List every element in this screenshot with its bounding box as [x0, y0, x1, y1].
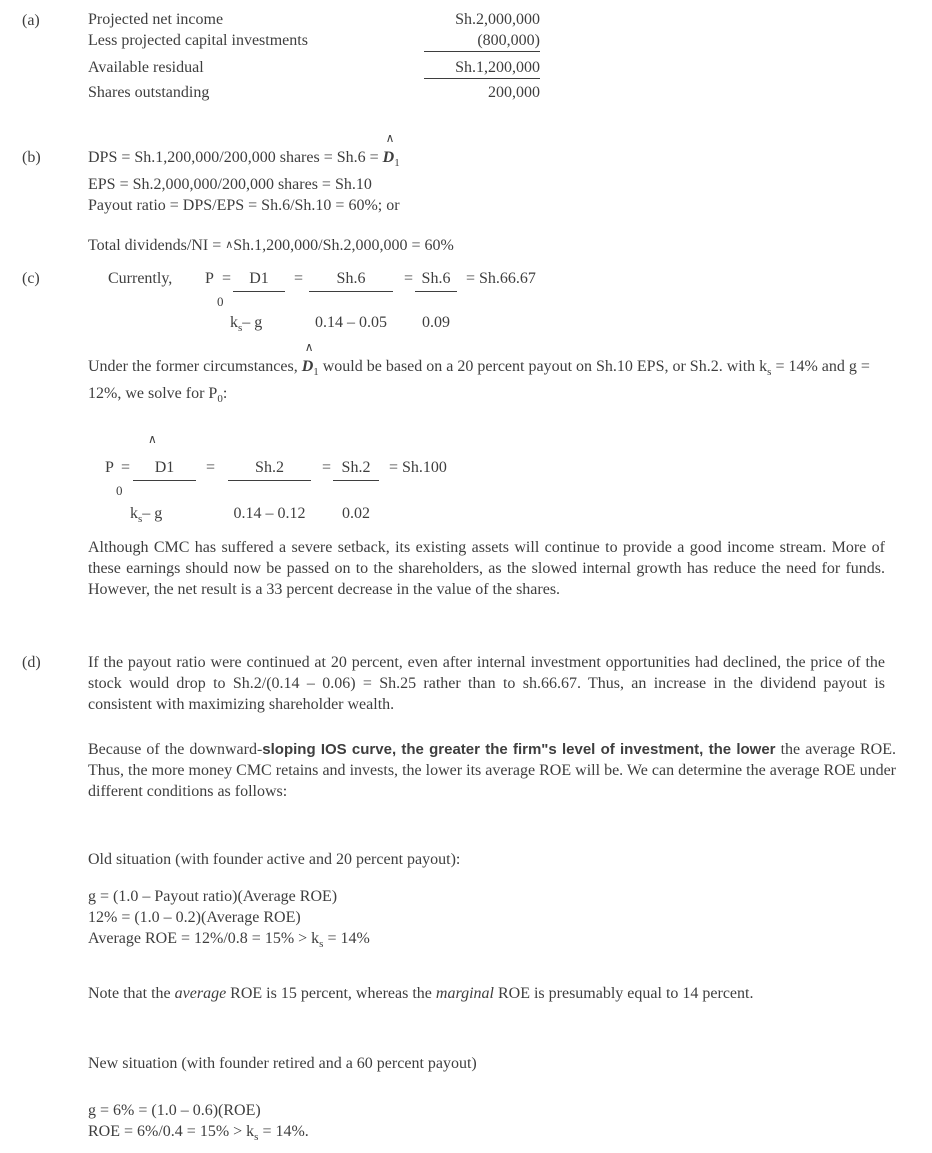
table-row — [88, 30, 540, 52]
average-italic: average — [174, 985, 227, 1002]
total-dividends-calc: Sh.1,200,000/Sh.2,000,000 = 60% — [233, 237, 454, 255]
p-subscript: 0 — [116, 483, 123, 498]
denominator-014-minus-005: 0.14 – 0.05 — [315, 314, 387, 331]
section-b-content — [88, 131, 728, 256]
row-item-label: Available residual — [88, 59, 204, 76]
eps-line: EPS = Sh.2,000,000/200,000 shares = Sh.10 — [88, 176, 372, 194]
k-symbol: k — [130, 505, 138, 522]
currently-text: Currently, — [108, 270, 173, 287]
section-b-label: (b) — [22, 149, 41, 166]
denominator-002: 0.02 — [342, 505, 370, 522]
roe-equation-new — [88, 1121, 688, 1148]
k-subscript: s — [254, 1131, 259, 1144]
equation-text: ROE = 6%/0.4 = 15% > k — [88, 1123, 255, 1140]
paragraph-text: ROE is presumably equal to 14 percent. — [493, 985, 754, 1002]
caret-icon: ∧ — [225, 239, 234, 252]
row-amount: Sh.2,000,000 — [455, 11, 540, 28]
p-symbol: P — [105, 459, 114, 476]
paragraph-text: the average ROE. Thus, the more money CMC retains and invests, the lower its average ROE will be. We can determine the average ROE under different conditions as follows: — [88, 741, 897, 800]
note-paragraph — [88, 983, 870, 1004]
d-subscript: 1 — [394, 157, 400, 170]
d-symbol: D — [382, 149, 395, 166]
table-row — [88, 9, 540, 30]
payout-continued-paragraph: If the payout ratio were continued at 20 percent, even after internal investment opportunities had declined, the price of the stock would drop to Sh.2/(0.14 – 0.06) = Sh.25 rather than to sh.66.67. Thus, an increase in the dividend payout is consistent with maximizing shareholder wealth. — [88, 654, 885, 713]
new-situation-equations — [88, 1100, 688, 1148]
price-formula-former — [88, 430, 688, 530]
section-c-label: (c) — [22, 270, 40, 287]
growth-equation: g = (1.0 – Payout ratio)(Average ROE) — [88, 888, 338, 905]
numerator-sh2-2: Sh.2 — [333, 457, 379, 481]
equals-sign: = — [322, 459, 332, 476]
table-row — [88, 82, 540, 103]
total-dividends-line — [88, 235, 728, 256]
equals-sign: = — [404, 270, 414, 287]
marginal-italic: marginal — [435, 985, 494, 1002]
paragraph-text: Note that the — [88, 985, 175, 1002]
ios-curve-paragraph — [88, 739, 896, 802]
paragraph-text: Because of the downward- — [88, 741, 263, 758]
total-dividends-text: Total dividends/NI = — [88, 237, 226, 255]
k-subscript: s — [767, 366, 772, 379]
price-formula-current — [88, 262, 688, 348]
d1-hat-variable — [382, 131, 400, 174]
p-subscript: 0 — [217, 393, 223, 406]
cmc-setback-paragraph: Although CMC has suffered a severe setback, its existing assets will continue to provide a good income stream. More of these earnings should now be passed on to the shareholders, as the slowed internal growth has reduce the need for funds. However, the net result is a 33 percent decrease in the value of the shares. — [88, 539, 885, 598]
p-subscript: 0 — [217, 294, 224, 309]
equals-sign: = — [206, 459, 216, 476]
minus-g-text: – g — [242, 314, 263, 331]
numerator-d1: D1 — [133, 457, 196, 481]
paragraph-text: ROE is 15 percent, whereas the — [226, 985, 436, 1002]
equals-sign: = — [121, 459, 131, 476]
paragraph-text: Under the former circumstances, — [88, 358, 302, 375]
equals-sign: = — [294, 270, 304, 287]
table-row — [88, 57, 540, 79]
section-a-label: (a) — [22, 12, 40, 29]
average-roe-equation — [88, 928, 688, 955]
denominator-014-minus-012: 0.14 – 0.12 — [233, 505, 306, 522]
p-symbol: P — [205, 270, 214, 287]
paragraph-text: : — [222, 385, 228, 403]
hat-icon: ∧ — [304, 340, 314, 354]
growth-equation-values: 12% = (1.0 – 0.2)(Average ROE) — [88, 909, 301, 926]
denominator-009: 0.09 — [422, 314, 450, 331]
d1-hat-variable — [301, 340, 319, 383]
paragraph-text: would be based on a 20 percent payout on Sh.10 EPS, or Sh.2. with k — [318, 358, 768, 375]
k-subscript: s — [238, 322, 243, 335]
denominator-ks-minus-g — [130, 503, 162, 530]
denominator-ks-minus-g — [230, 312, 262, 339]
old-situation-heading: Old situation (with founder active and 20 percent payout): — [88, 851, 461, 868]
hat-icon: ∧ — [385, 131, 395, 145]
row-item-label: Projected net income — [88, 11, 224, 28]
dps-line — [88, 131, 728, 174]
k-symbol: k — [230, 314, 238, 331]
growth-equation-new: g = 6% = (1.0 – 0.6)(ROE) — [88, 1102, 261, 1119]
d-subscript: 1 — [313, 366, 319, 379]
d-symbol: D — [301, 358, 314, 375]
dps-text: DPS = Sh.1,200,000/200,000 shares = Sh.6 = — [88, 149, 383, 166]
section-d-label: (d) — [22, 654, 41, 671]
old-situation-equations — [88, 886, 688, 955]
row-amount: 200,000 — [488, 84, 540, 101]
equation-text: Average ROE = 12%/0.8 = 15% > k — [88, 930, 320, 947]
row-amount: Sh.1,200,000 — [424, 57, 540, 79]
equation-text: = 14% — [323, 930, 370, 947]
minus-g-text: – g — [142, 505, 163, 522]
row-amount: (800,000) — [424, 30, 540, 52]
residual-income-table — [88, 9, 540, 103]
k-subscript: s — [319, 938, 324, 951]
row-item-label: Shares outstanding — [88, 84, 210, 101]
numerator-d1: D1 — [233, 268, 285, 292]
formula-result: = Sh.66.67 — [466, 270, 536, 287]
formula-result: = Sh.100 — [389, 459, 447, 476]
equation-text: = 14%. — [258, 1123, 309, 1140]
numerator-sh6-2: Sh.6 — [415, 268, 457, 292]
new-situation-heading: New situation (with founder retired and a 60 percent payout) — [88, 1055, 477, 1072]
numerator-sh6: Sh.6 — [309, 268, 393, 292]
numerator-sh2: Sh.2 — [228, 457, 311, 481]
equals-sign: = — [222, 270, 232, 287]
row-item-label: Less projected capital investments — [88, 32, 308, 49]
paragraph-text: = 14% and g = 12%, we solve for P — [88, 358, 870, 403]
hat-icon: ∧ — [148, 432, 157, 446]
bold-sans-text: sloping IOS curve, the greater the firm"s level of investment, the lower — [262, 741, 776, 758]
former-circumstances-paragraph — [88, 340, 888, 410]
k-subscript: s — [138, 513, 143, 526]
payout-ratio-line: Payout ratio = DPS/EPS = Sh.6/Sh.10 = 60%; or — [88, 197, 400, 215]
